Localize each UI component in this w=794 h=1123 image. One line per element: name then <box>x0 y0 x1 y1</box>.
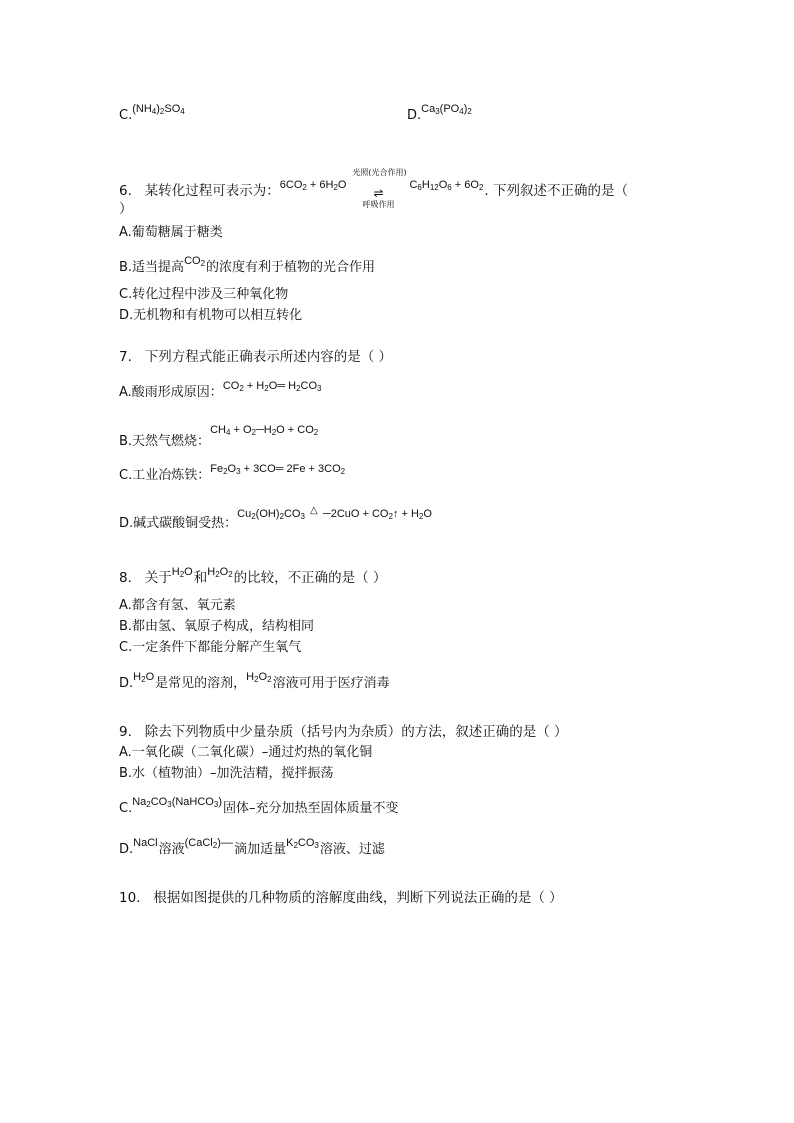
formula-nacl: NaCl <box>133 837 158 849</box>
option-text: 是常见的溶剂， <box>155 676 247 691</box>
option-text: 固体–充分加热至固体质量不变 <box>222 801 399 816</box>
q10-stem-text: 根据如图提供的几种物质的溶解度曲线，判断下列说法正确的是（ ） <box>153 890 563 906</box>
formula-co2: CO2 <box>184 255 206 268</box>
q6-option-c: C.转化过程中涉及三种氧化物 <box>119 287 289 302</box>
q8-option-b: B.都由氢、氧原子构成，结构相同 <box>119 619 315 634</box>
q7-option-b <box>119 424 319 450</box>
q6-option-d: D.无机物和有机物可以相互转化 <box>119 308 303 323</box>
formula-ammonium-sulfate: (NH4)2SO4 <box>132 103 185 116</box>
option-text: 溶液、过滤 <box>319 842 385 857</box>
question-number: 7. <box>119 349 132 365</box>
q6-option-b <box>119 255 376 276</box>
option-text: 溶液 <box>158 842 185 857</box>
q7-option-c <box>119 463 346 484</box>
q6-reaction-conditions <box>347 168 409 209</box>
q8-stem-text: 和 <box>193 570 208 586</box>
question-number: 8. <box>119 570 132 586</box>
heat-triangle-icon: △ <box>310 505 318 516</box>
formula-h2o2: H2O2 <box>246 671 272 684</box>
option-text: 的浓度有利于植物的光合作用 <box>206 260 376 275</box>
formula-h2o2: H2O2 <box>207 566 233 579</box>
option-label: C.工业冶炼铁： <box>119 468 211 483</box>
question-number: 10. <box>119 890 141 906</box>
formula-h2o: H2O <box>133 671 155 684</box>
q8-stem-text: 的比较，不正确的是（ ） <box>233 570 387 586</box>
option-text: 滴加适量 <box>234 842 287 857</box>
option-label: D. <box>407 108 422 123</box>
option-label: A.酸雨形成原因： <box>119 385 223 400</box>
q8-stem-text: 关于 <box>144 570 172 586</box>
q9-stem-text: 除去下列物质中少量杂质（括号内为杂质）的方法，叙述正确的是（ ） <box>144 724 568 740</box>
q6-stem <box>119 168 629 209</box>
option-text: 溶液可用于医疗消毒 <box>272 676 390 691</box>
q6-condition-top: 光照(光合作用) <box>352 168 407 177</box>
q8-option-c: C.一定条件下都能分解产生氧气 <box>119 640 302 655</box>
equilibrium-arrow-icon: ⇌ <box>373 186 384 200</box>
q6-stem-post: . 下列叙述不正确的是（ <box>484 183 629 199</box>
q6-stem-text: 某转化过程可表示为： <box>144 183 280 199</box>
q9-option-c <box>119 796 399 817</box>
q7-stem-text: 下列方程式能正确表示所述内容的是（ ） <box>144 349 393 365</box>
q6-equation-rhs: C6H12O6 + 6O2 <box>409 179 484 192</box>
q5-option-c <box>119 103 186 124</box>
option-text: B.适当提高 <box>119 260 185 275</box>
formula-h2o: H2O <box>171 566 193 579</box>
q10-stem <box>119 890 563 906</box>
q8-stem <box>119 566 387 587</box>
q6-equation-lhs: 6CO2 + 6H2O <box>279 179 347 192</box>
q7-a-equation: CO2 + H2O═ H2CO3 <box>222 380 322 393</box>
q9-option-d <box>119 837 385 858</box>
option-label: B.天然气燃烧： <box>119 434 211 449</box>
q7-b-equation: CH4 + O2─H2O + CO2 <box>210 424 319 437</box>
q9-option-b: B.水（植物油）–加洗洁精，搅拌振荡 <box>119 766 334 781</box>
q7-option-a <box>119 380 322 401</box>
q7-stem <box>119 349 392 365</box>
q6-condition-bottom: 呼吸作用 <box>362 200 395 209</box>
q6-stem-close: ） <box>119 201 133 217</box>
option-label: D.碱式碳酸铜受热： <box>119 516 238 531</box>
option-label: C. <box>119 801 133 816</box>
question-number: 9. <box>119 724 132 740</box>
formula-calcium-chloride: (CaCl2)–– <box>184 837 234 850</box>
q8-option-d <box>119 671 390 692</box>
formula-calcium-phosphate: Ca3(PO4)2 <box>421 103 472 116</box>
option-label: D. <box>119 676 134 691</box>
option-label: D. <box>119 842 134 857</box>
q9-stem <box>119 724 568 740</box>
q6-option-a: A.葡萄糖属于糖类 <box>119 225 223 240</box>
option-label: C. <box>119 108 133 123</box>
q9-option-a: A.一氧化碳（二氧化碳）–通过灼热的氧化铜 <box>119 745 373 760</box>
formula-sodium-carbonate: Na2CO3(NaHCO3) <box>132 796 222 809</box>
q5-option-d <box>407 103 473 124</box>
question-number: 6. <box>119 183 132 199</box>
q7-c-equation: Fe2O3 + 3CO═ 2Fe + 3CO2 <box>210 463 346 476</box>
q7-d-equation: Cu2(OH)2CO3 △ ─2CuO + CO2↑ + H2O <box>237 505 432 521</box>
q8-option-a: A.都含有氢、氧元素 <box>119 598 236 613</box>
formula-potassium-carbonate: K2CO3 <box>286 837 319 850</box>
